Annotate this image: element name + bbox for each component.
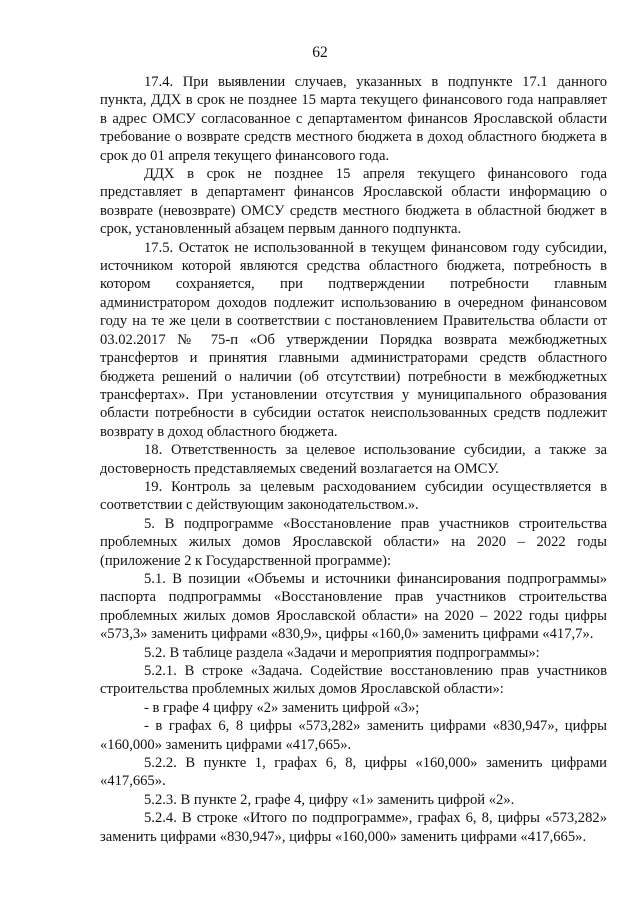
paragraph-17-4: 17.4. При выявлении случаев, указанных в подпункте 17.1 данного пункта, ДДХ в срок не позднее 15 марта текущего финансового года направляет в адрес ОМСУ согласованное с департаментом финансов Ярославской области требование о возврате средств местного бюджета в доход областного бюджета в срок до 01 апреля текущего финансового года. [100,74,607,164]
paragraph-5: 5. В подпрограмме «Восстановление прав участников строительства проблемных жилых домов Ярославской области» на 2020 – 2022 годы (приложение 2 к Государственной программе): [100,515,607,569]
list-item-columns-6-8: - в графах 6, 8 цифры «573,282» заменить цифрами «830,947», цифры «160,000» заменить цифрами «417,665». [100,718,607,753]
paragraph-18: 18. Ответственность за целевое использование субсидии, а также за достоверность представляемых сведений возлагается на ОМСУ. [100,442,607,477]
paragraph-5-2-3: 5.2.3. В пункте 2, графе 4, цифру «1» заменить цифрой «2». [144,791,515,808]
page-number: 62 [312,44,328,61]
paragraph-5-2-4: 5.2.4. В строке «Итого по подпрограмме», графах 6, 8, цифры «573,282» заменить цифрами «830,947», цифры «160,000» заменить цифрами «417,665». [100,810,607,845]
paragraph-5-1: 5.1. В позиции «Объемы и источники финансирования подпрограммы» паспорта подпрограммы «Восстановление прав участников строительства проблемных жилых домов Ярославской области» на 2020 – 2022 годы цифры «573,3» заменить цифрами «830,9», цифры «160,0» заменить цифрами «417,7». [100,570,607,643]
list-item-column-4: - в графе 4 цифру «2» заменить цифрой «3»; [144,699,420,716]
paragraph-5-2-2: 5.2.2. В пункте 1, графах 6, 8, цифры «160,000» заменить цифрами «417,665». [100,755,607,790]
paragraph-5-2: 5.2. В таблице раздела «Задачи и мероприятия подпрограммы»: [144,644,540,661]
paragraph-5-2-1: 5.2.1. В строке «Задача. Содействие восстановлению прав участников строительства проблемных жилых домов Ярославской области»: [100,663,607,698]
paragraph-ddh-april: ДДХ в срок не позднее 15 апреля текущего финансового года представляет в департамент финансов Ярославской области информацию о возврате (невозврате) ОМСУ средств местного бюджета в областной бюджет в срок, установленный абзацем первым данного подпункта. [100,166,607,238]
paragraph-19: 19. Контроль за целевым расходованием субсидии осуществляется в соответствии с действующим законодательством.». [100,478,607,514]
document-body [100,73,607,846]
paragraph-17-5: 17.5. Остаток не использованной в текущем финансовом году субсидии, источником которой являются средства областного бюджета, потребность в котором сохраняется, при подтверждении потребности главным администратором доходов подлежит использованию в очередном финансовом году на те же цели в соответствии с постановлением Правительства области от 03.02.2017 № 75-п «Об утверждении Порядка возврата межбюджетных трансфертов и принятия главными администраторами средств областного бюджета решений о наличии (об отсутствии) потребности в межбюджетных трансфертах». При установлении отсутствия у муниципального образования области потребности в субсидии остаток неиспользованных средств подлежит возврату в доход областного бюджета. [100,239,607,440]
